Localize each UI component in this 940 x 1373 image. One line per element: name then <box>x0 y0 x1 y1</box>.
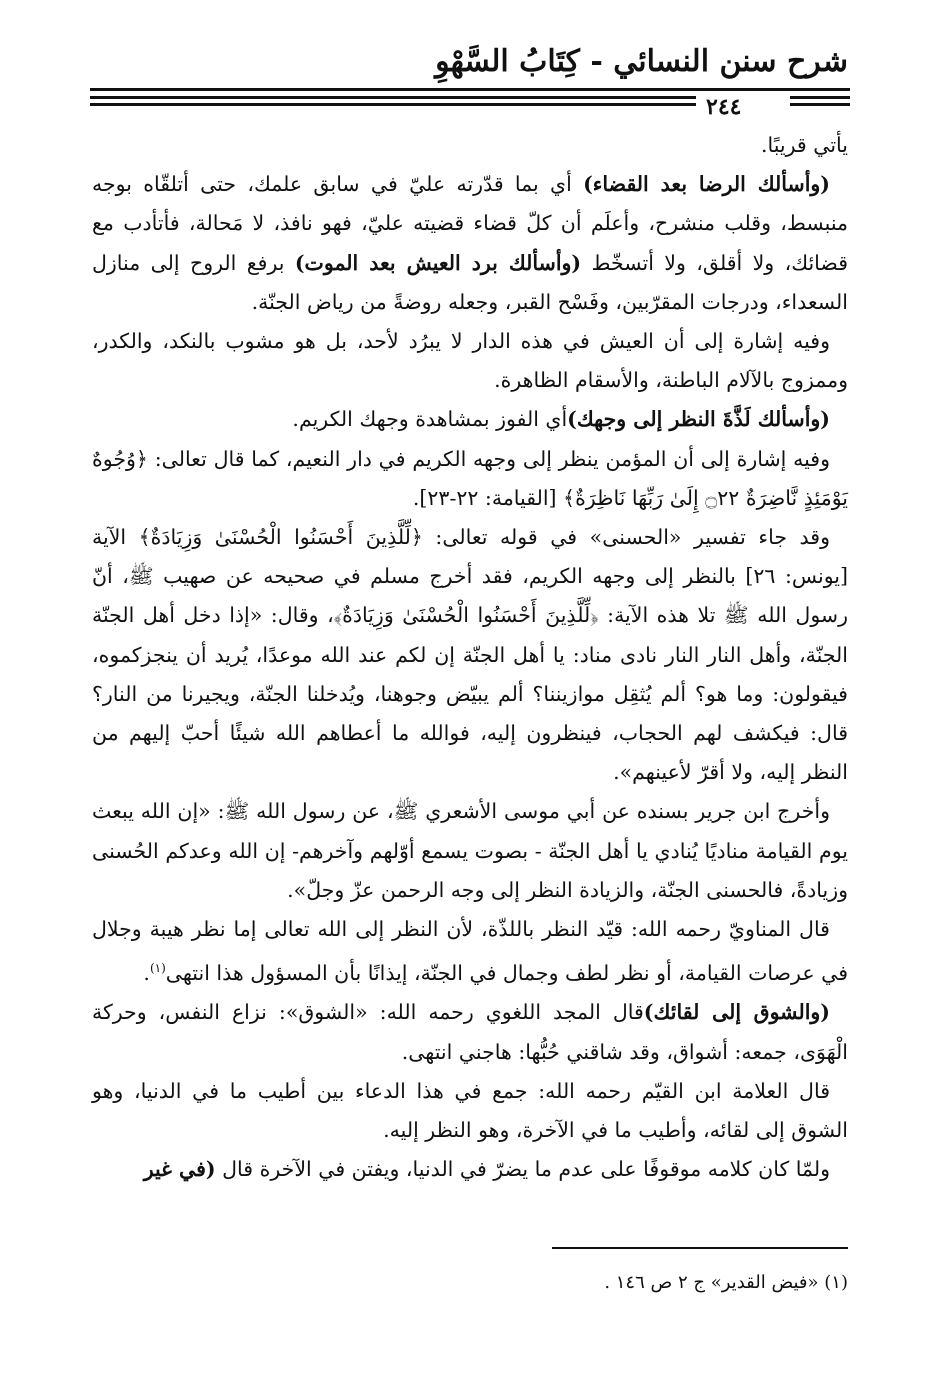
header-double-rule-left-2 <box>90 103 696 106</box>
paragraph: وفيه إشارة إلى أن المؤمن ينظر إلى وجهه الكريم في دار النعيم، كما قال تعالى: ﴿وُجُوهٌ يَوْمَئِذٍ نَّاضِرَةٌ ۝٢٢ إِلَىٰ رَبِّهَا نَاظِرَةٌ﴾ [القيامة: ٢٢-٢٣]. <box>92 446 848 510</box>
paragraph: وأخرج ابن جرير بسنده عن أبي موسى الأشعري ﷺ، عن رسول الله ﷺ: «إن الله يبعث يوم القيامة مناديًا يُنادي يا أهل الجنّة - بصوت يسمع أوّلهم وآخرهم- إن الله وعدكم الحُسنى وزيادةً، فالحسنى الجنّة، والزيادة النظر إلى وجه الرحمن عزّ وجلّ». <box>92 799 848 902</box>
paragraph: وقد جاء تفسير «الحسنى» في قوله تعالى: ﴿لِّلَّذِينَ أَحْسَنُوا الْحُسْنَىٰ وَزِيَادَةٌ﴾ الآية [يونس: ٢٦] بالنظر إلى وجهه الكريم، فقد أخرج مسلم في صحيحه عن صهيب ﷺ، أنّ رسول الله ﷺ تلا هذه الآية: ﴿لِّلَّذِينَ أَحْسَنُوا الْحُسْنَىٰ وَزِيَادَةٌ﴾، وقال: «إذا دخل أهل الجنّة الجنّة، وأهل النار النار نادى مناد: يا أهل الجنّة إن لكم عند الله موعدًا، يُريد أن ينجزكموه، فيقولون: وما هو؟ ألم يُثقِل موازيننا؟ ألم يبيّض وجوهنا، ويُدخلنا الجنّة، ويجيرنا من النار؟ قال: فيكشف لهم الحجاب، فينظرون إليه، فوالله ما أعطاهم الله شيئًا أحبّ إليهم من النظر إليه، ولا أقرّ لأعينهم». <box>92 525 848 785</box>
paragraph: قال العلامة ابن القيّم رحمه الله: جمع في هذا الدعاء بين أطيب ما في الدنيا، وهو الشوق إلى لقائه، وأطيب ما في الآخرة، وهو النظر إليه. <box>92 1078 848 1142</box>
header-double-rule-left <box>90 96 696 99</box>
header-double-rule-right-2 <box>790 103 850 106</box>
paragraph: (وأسألك لَذَّةَ النظر إلى وجهك)أي الفوز بمشاهدة وجهك الكريم. <box>292 407 830 432</box>
paragraph: (وأسألك الرضا بعد القضاء) أي بما قدّرته عليّ في سابق علمك، حتى أتلقّاه بوجه منبسط، وقلب منشرح، وأعلَم أن كلّ قضاء قضيته عليّ، فهو نافذ، لا مَحالة، فأتأدب مع قضائك، ولا أقلق، ولا أتسخّط (وأسألك برد العيش بعد الموت) برفع الروح إلى منازل السعداء، ودرجات المقرّبين، وفَسْح القبر، وجعله روضةً من رياض الجنّة. <box>92 172 849 314</box>
page-number: ٢٤٤ <box>706 94 742 120</box>
paragraph: وفيه إشارة إلى أن العيش في هذه الدار لا يبرُد لأحد، بل هو مشوب بالنكد، والكدر، وممزوج بالآلام الباطنة، والأسقام الظاهرة. <box>92 329 848 393</box>
paragraph: يأتي قريبًا. <box>760 133 848 157</box>
footnote-ref[interactable]: (١) <box>149 961 166 976</box>
footnote: (١) «فيض القدير» ج ٢ ص ١٤٦ . <box>604 1272 848 1293</box>
body-text <box>92 126 848 1189</box>
header-rule <box>90 88 850 91</box>
footnote-divider <box>552 1247 848 1249</box>
paragraph: (والشوق إلى لقائك)قال المجد اللغوي رحمه الله: «الشوق»: نزاع النفس، وحركة الْهَوَى، جمعه: أشواق، وقد شاقني حُبُّها: هاجني انتهى. <box>92 1000 848 1064</box>
header-double-rule-right <box>790 96 850 99</box>
paragraph: قال المناويّ رحمه الله: قيّد النظر باللذّة، لأن النظر إلى الله تعالى إما نظر هيبة وجلال في عرصات القيامة، أو نظر لطف وجمال في الجنّة، إيذانًا بأن المسؤول هذا انتهى$^{(١)}$. <box>92 917 848 986</box>
running-title: شرح سنن النسائي - كِتَابُ السَّهْوِ <box>435 44 848 79</box>
paragraph: ولمّا كان كلامه موقوفًا على عدم ما يضرّ في الدنيا، ويفتن في الآخرة قال (في غير <box>143 1157 830 1182</box>
